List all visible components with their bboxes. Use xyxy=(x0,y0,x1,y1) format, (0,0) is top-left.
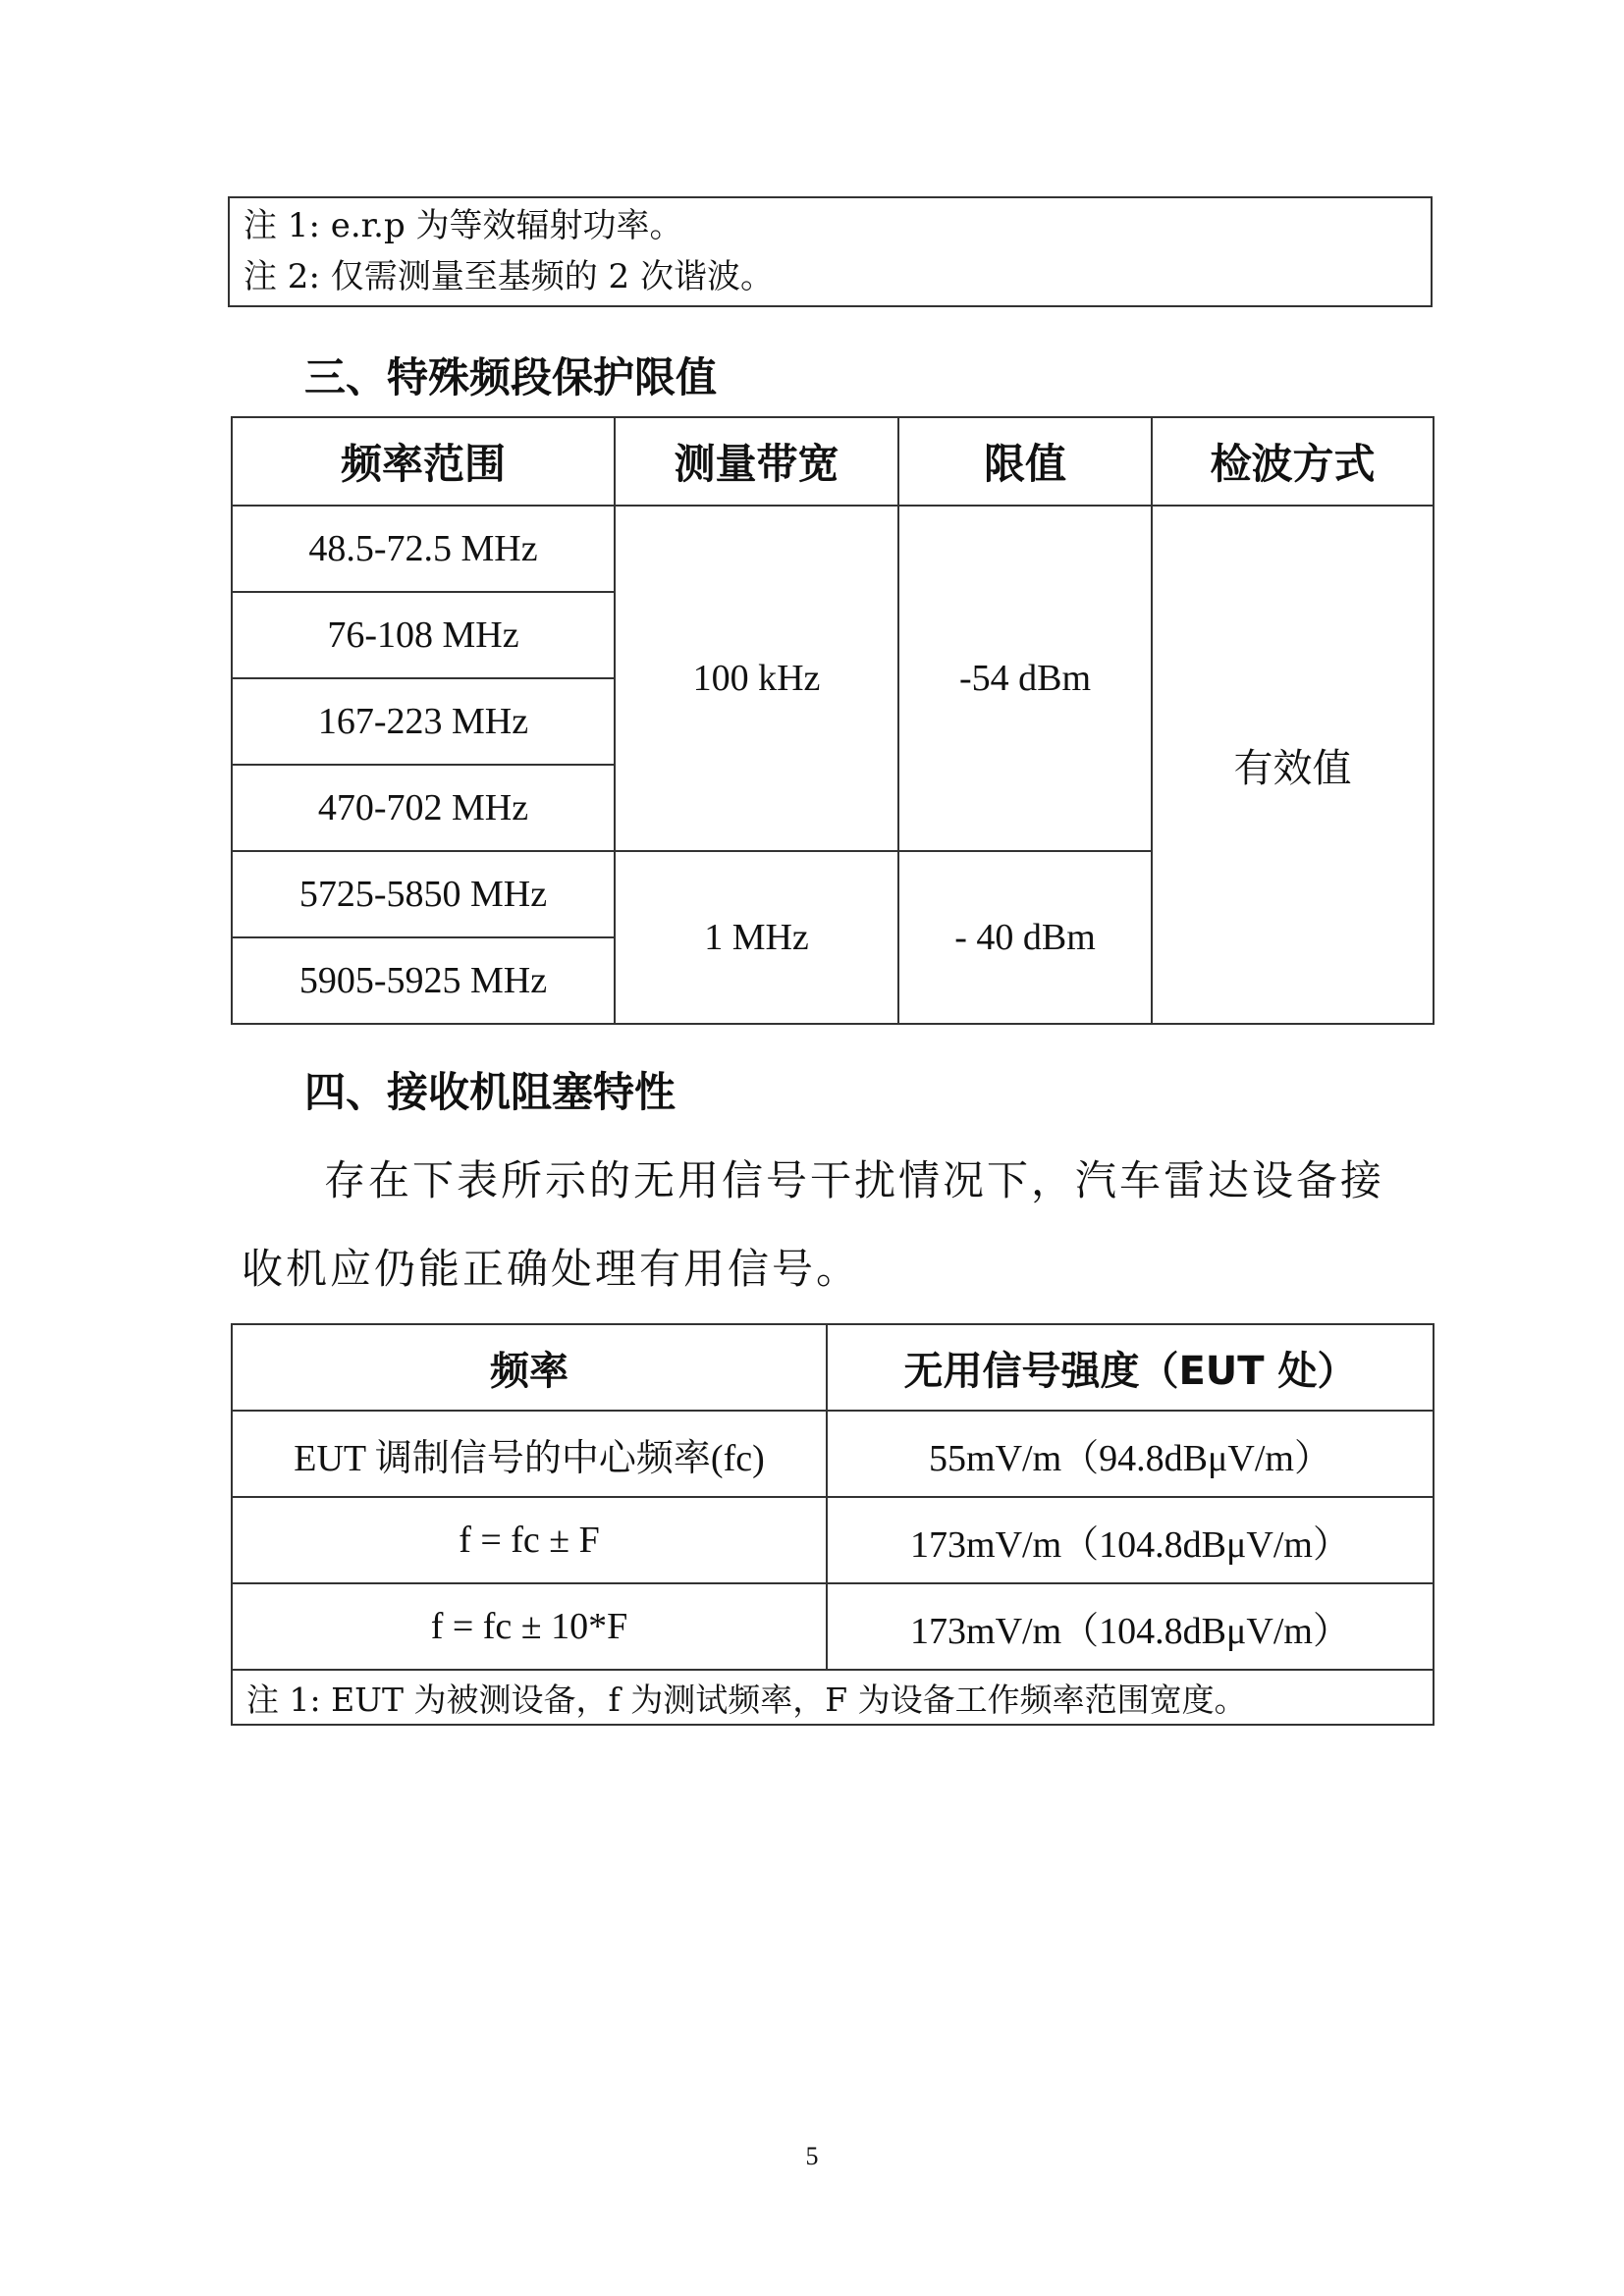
note-2: 注 2: 仅需测量至基频的 2 次谐波。 xyxy=(244,257,774,296)
notes-box xyxy=(228,196,1433,307)
table-note: 注 1: EUT 为被测设备，f 为测试频率，F 为设备工作频率范围宽度。 xyxy=(232,1670,1434,1725)
freq-range-cell: 48.5-72.5 MHz xyxy=(232,506,615,592)
table-row xyxy=(232,1583,1434,1670)
header-bandwidth: 测量带宽 xyxy=(615,417,898,506)
frequency-cell: EUT 调制信号的中心频率(fc) xyxy=(232,1411,827,1497)
freq-range-cell: 76-108 MHz xyxy=(232,592,615,678)
section3-title: 三、特殊频段保护限值 xyxy=(304,353,718,401)
section4-title: 四、接收机阻塞特性 xyxy=(304,1068,677,1116)
freq-range-cell: 167-223 MHz xyxy=(232,678,615,765)
table-header-row xyxy=(232,1324,1434,1411)
header-detector: 检波方式 xyxy=(1152,417,1434,506)
table-row xyxy=(232,1411,1434,1497)
paragraph-line-1: 存在下表所示的无用信号干扰情况下，汽车雷达设备接 xyxy=(324,1156,1385,1204)
freq-range-cell: 5905-5925 MHz xyxy=(232,937,615,1024)
limit-cell: -54 dBm xyxy=(898,506,1152,851)
detector-cell: 有效值 xyxy=(1152,506,1434,1024)
freq-range-cell: 5725-5850 MHz xyxy=(232,851,615,937)
receiver-blocking-table xyxy=(231,1323,1435,1726)
protection-limits-table xyxy=(231,416,1435,1025)
header-signal-strength: 无用信号强度（EUT 处） xyxy=(827,1324,1434,1411)
note-1: 注 1: e.r.p 为等效辐射功率。 xyxy=(244,206,683,245)
table-header-row xyxy=(232,417,1434,506)
limit-cell: - 40 dBm xyxy=(898,851,1152,1024)
paragraph-line-2: 收机应仍能正确处理有用信号。 xyxy=(242,1245,861,1293)
table-row xyxy=(232,506,1434,592)
page-number: 5 xyxy=(805,2142,819,2170)
table-row xyxy=(232,1497,1434,1583)
header-limit: 限值 xyxy=(898,417,1152,506)
frequency-cell: f = fc ± 10*F xyxy=(232,1583,827,1670)
bandwidth-cell: 100 kHz xyxy=(615,506,898,851)
strength-cell: 173mV/m（104.8dBμV/m） xyxy=(827,1583,1434,1670)
header-frequency: 频率 xyxy=(232,1324,827,1411)
table-note-row xyxy=(232,1670,1434,1725)
strength-cell: 55mV/m（94.8dBμV/m） xyxy=(827,1411,1434,1497)
freq-range-cell: 470-702 MHz xyxy=(232,765,615,851)
frequency-cell: f = fc ± F xyxy=(232,1497,827,1583)
bandwidth-cell: 1 MHz xyxy=(615,851,898,1024)
header-freq-range: 频率范围 xyxy=(232,417,615,506)
strength-cell: 173mV/m（104.8dBμV/m） xyxy=(827,1497,1434,1583)
